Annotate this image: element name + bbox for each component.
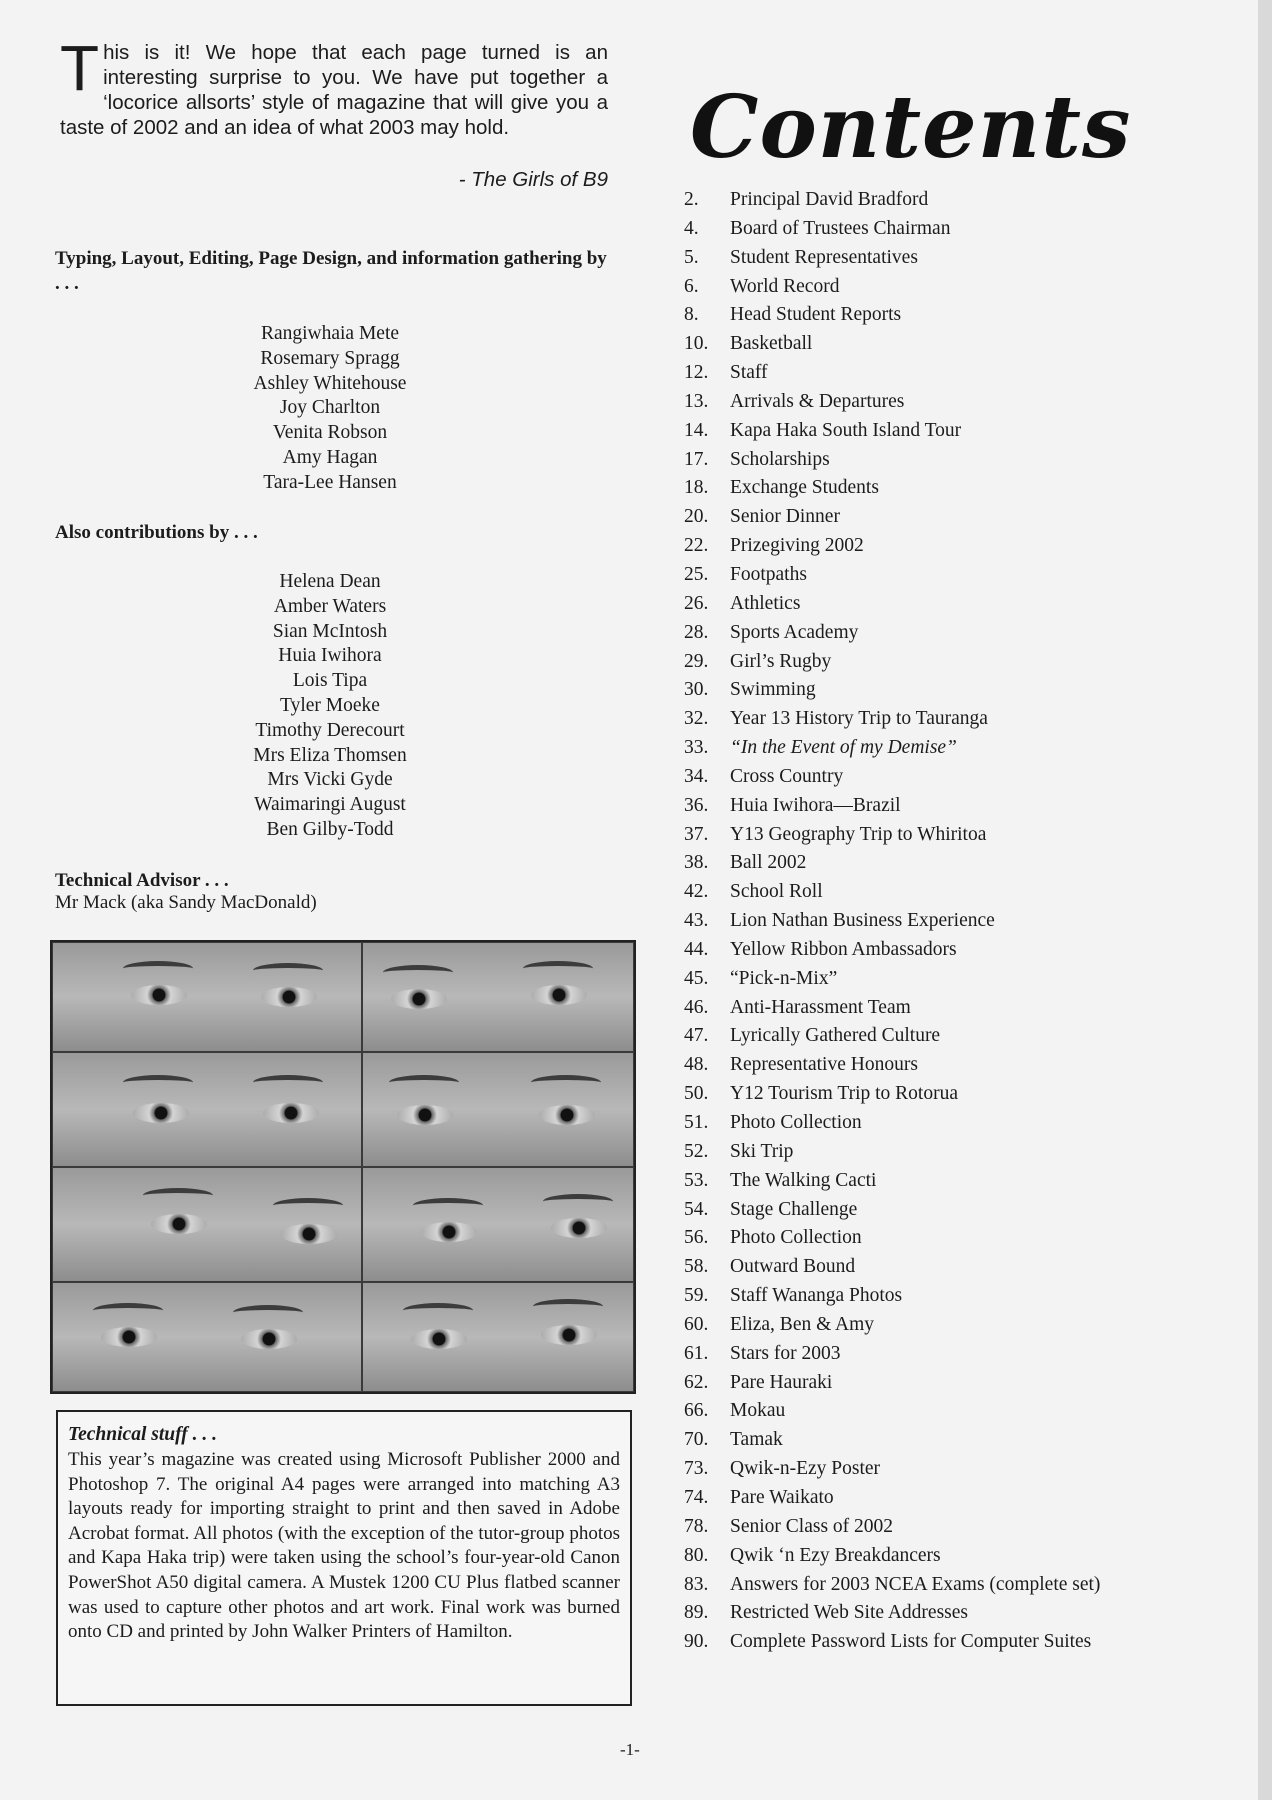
contents-entry (684, 417, 1244, 446)
contents-entry-title: The Walking Cacti (730, 1169, 877, 1191)
contents-entry-title: Answers for 2003 NCEA Exams (complete set) (730, 1573, 1101, 1595)
contributor-name: Lois Tipa (292, 670, 368, 692)
contents-page-number: 54. (684, 1198, 709, 1220)
contents-page-number: 48. (684, 1054, 709, 1076)
contents-entry (684, 994, 1244, 1023)
contents-entry-title: Yellow Ribbon Ambassadors (730, 938, 957, 960)
contents-page-number: 53. (684, 1169, 709, 1191)
contents-entry-title: Swimming (730, 679, 816, 701)
contents-entry-title: World Record (730, 275, 840, 297)
contents-page-number: 89. (684, 1602, 709, 1624)
contents-entry-title: Lyrically Gathered Culture (730, 1025, 941, 1047)
contents-page-number: 38. (684, 852, 709, 874)
page-number: -1- (620, 1740, 640, 1759)
technical-stuff-box (56, 1410, 632, 1706)
contents-entry (684, 1138, 1244, 1167)
contents-entry-title: Qwik-n-Ezy Poster (730, 1458, 881, 1480)
intro-text: his is it! We hope that each page turned is an interesting surprise to you. We have put together a ‘locorice allsorts’ style of magazine that will give you a taste of 2002 and an idea of what 2003 may hold. (60, 41, 608, 139)
contents-entry (684, 878, 1244, 907)
eyes-photo-collage (50, 940, 636, 1394)
technical-stuff-title: Technical stuff . . . (68, 1424, 217, 1445)
advisor-name: Mr Mack (aka Sandy MacDonald) (55, 892, 317, 913)
eyes-photo (52, 1282, 362, 1392)
contents-page-number: 8. (684, 304, 699, 326)
contents-entry (684, 1253, 1244, 1282)
eyes-photo (52, 1052, 362, 1167)
contents-entry (684, 301, 1244, 330)
contents-entry (684, 1167, 1244, 1196)
contents-page-number: 30. (684, 679, 709, 701)
eyes-photo (52, 942, 362, 1052)
contents-entry (684, 1542, 1244, 1571)
contents-page-number: 12. (684, 362, 709, 384)
contents-entry-title: Head Student Reports (730, 304, 902, 326)
contents-page-number: 34. (684, 765, 709, 787)
contents-page-number: 37. (684, 823, 709, 845)
contents-page-number: 46. (684, 996, 709, 1018)
contents-entry (684, 1369, 1244, 1398)
eyes-photo (362, 942, 634, 1052)
contents-page-number: 52. (684, 1140, 709, 1162)
contents-entry (684, 907, 1244, 936)
contents-entry-title: Exchange Students (730, 477, 879, 499)
contents-page-number: 32. (684, 708, 709, 730)
contents-entry (684, 619, 1244, 648)
contents-page-number: 90. (684, 1631, 709, 1653)
contents-entry (684, 215, 1244, 244)
credit-name: Rangiwhaia Mete (260, 323, 400, 344)
contents-page-number: 4. (684, 217, 699, 239)
credit-name: Amy Hagan (282, 446, 378, 468)
credits-heading: Typing, Layout, Editing, Page Design, and information gathering by . . . (55, 248, 607, 294)
contents-page-number: 51. (684, 1112, 709, 1133)
contents-entry-title: Year 13 History Trip to Tauranga (730, 708, 988, 730)
contents-entry-title: Photo Collection (730, 1112, 862, 1133)
contributions-name-list (180, 570, 480, 843)
advisor-heading: Technical Advisor . . . (55, 870, 229, 891)
contents-entry-title: Student Representatives (730, 246, 918, 268)
contents-list (684, 186, 1244, 1657)
contents-entry-title: Prizegiving 2002 (730, 535, 864, 557)
contents-entry (684, 763, 1244, 792)
contents-page-number: 2. (684, 189, 699, 210)
contents-page-number: 73. (684, 1458, 709, 1480)
contents-page-number: 59. (684, 1285, 709, 1307)
contents-entry (684, 590, 1244, 619)
contents-page-number: 6. (684, 275, 699, 297)
contents-entry-title: Ball 2002 (730, 852, 807, 874)
contents-page-number: 58. (684, 1256, 709, 1278)
contents-entry (684, 1397, 1244, 1426)
credits-name-list (180, 322, 480, 496)
contents-entry (684, 503, 1244, 532)
contributor-name: Helena Dean (279, 571, 381, 592)
contents-page-number: 80. (684, 1544, 709, 1566)
contents-page-number: 14. (684, 419, 709, 441)
contents-entry (684, 1571, 1244, 1600)
contents-entry-title: Eliza, Ben & Amy (730, 1313, 875, 1335)
contents-entry-title: Sports Academy (730, 621, 859, 643)
contents-entry-title: Senior Dinner (730, 506, 840, 528)
intro-paragraph (60, 32, 608, 140)
eyes-photo (362, 1052, 634, 1167)
contents-entry (684, 965, 1244, 994)
contents-entry (684, 1628, 1244, 1657)
contents-page-number: 33. (684, 737, 709, 759)
contents-page-number: 26. (684, 592, 709, 614)
contributor-name: Tyler Moeke (280, 694, 380, 716)
contents-entry (684, 446, 1244, 475)
eyes-photo (52, 1167, 362, 1282)
contents-page-number: 83. (684, 1573, 709, 1595)
contents-entry (684, 821, 1244, 850)
contents-entry-title: Y12 Tourism Trip to Rotorua (730, 1083, 958, 1105)
credit-name: Tara-Lee Hansen (263, 471, 397, 493)
contents-page-number: 45. (684, 967, 709, 989)
contents-entry (684, 1426, 1244, 1455)
contents-entry-title: Complete Password Lists for Computer Suites (730, 1631, 1092, 1653)
contents-entry-title: “In the Event of my Demise” (730, 737, 957, 759)
contents-entry (684, 186, 1244, 215)
contents-entry (684, 1484, 1244, 1513)
contents-entry-title: Senior Class of 2002 (730, 1515, 894, 1537)
eyes-photo (362, 1167, 634, 1282)
contents-entry-title: “Pick-n-Mix” (730, 967, 838, 989)
contents-page-number: 17. (684, 448, 709, 470)
contributor-name: Amber Waters (273, 595, 387, 617)
contents-entry (684, 1051, 1244, 1080)
contents-page-number: 60. (684, 1313, 709, 1335)
contents-entry-title: Board of Trustees Chairman (730, 217, 951, 239)
contents-page-number: 56. (684, 1227, 709, 1249)
contents-entry (684, 1080, 1244, 1109)
contents-page-number: 20. (684, 506, 709, 528)
contents-entry (684, 676, 1244, 705)
credit-name: Ashley Whitehouse (253, 372, 407, 394)
contents-entry-title: Principal David Bradford (730, 189, 929, 210)
contents-entry (684, 734, 1244, 763)
contributions-heading: Also contributions by . . . (55, 522, 258, 543)
contents-page-number: 5. (684, 246, 699, 268)
contents-entry (684, 936, 1244, 965)
eyes-photo (362, 1282, 634, 1392)
contents-entry-title: Huia Iwihora—Brazil (730, 794, 901, 816)
contents-entry-title: Stars for 2003 (730, 1342, 841, 1364)
contents-entry-title: Outward Bound (730, 1256, 856, 1278)
contents-page-number: 44. (684, 938, 709, 960)
contents-entry (684, 1022, 1244, 1051)
contents-entry-title: Lion Nathan Business Experience (730, 910, 995, 932)
contents-entry (684, 273, 1244, 302)
contents-page-number: 18. (684, 477, 709, 499)
contents-title: Contents (690, 77, 1132, 178)
contents-entry-title: Y13 Geography Trip to Whiritoa (730, 823, 987, 845)
contents-entry (684, 532, 1244, 561)
contents-entry (684, 1196, 1244, 1225)
contents-page-number: 70. (684, 1429, 709, 1451)
contents-page-number: 29. (684, 650, 709, 672)
contributor-name: Mrs Eliza Thomsen (253, 744, 407, 766)
contributor-name: Mrs Vicki Gyde (267, 769, 393, 791)
contents-entry-title: Ski Trip (730, 1140, 794, 1162)
contents-entry-title: Footpaths (730, 563, 807, 585)
contributor-name: Huia Iwihora (278, 645, 382, 667)
contents-page-number: 74. (684, 1486, 709, 1508)
contents-entry-title: Staff (730, 362, 768, 384)
contents-entry-title: Staff Wananga Photos (730, 1285, 903, 1307)
contents-entry-title: Basketball (730, 333, 813, 355)
contributor-name: Timothy Derecourt (255, 719, 405, 741)
contents-entry-title: Stage Challenge (730, 1198, 858, 1220)
contents-entry (684, 244, 1244, 273)
contents-page-number: 62. (684, 1371, 709, 1393)
contents-page-number: 22. (684, 535, 709, 557)
contents-entry (684, 330, 1244, 359)
credit-name: Rosemary Spragg (260, 347, 400, 369)
contents-entry (684, 648, 1244, 677)
contents-page-number: 13. (684, 390, 709, 412)
contributor-name: Sian McIntosh (272, 620, 388, 642)
contents-entry-title: Athletics (730, 592, 801, 614)
contents-entry (684, 1340, 1244, 1369)
contents-entry-title: Anti-Harassment Team (730, 996, 911, 1018)
contents-entry-title: Pare Hauraki (730, 1371, 833, 1393)
contents-page-number: 47. (684, 1025, 709, 1047)
contents-entry (684, 474, 1244, 503)
contents-entry-title: Kapa Haka South Island Tour (730, 419, 962, 441)
contents-entry (684, 1455, 1244, 1484)
contents-page-number: 50. (684, 1083, 709, 1105)
credit-name: Joy Charlton (279, 397, 381, 419)
contents-page-number: 36. (684, 794, 709, 816)
contents-entry (684, 1109, 1244, 1138)
contents-entry (684, 792, 1244, 821)
contents-page-number: 43. (684, 910, 709, 932)
contents-page-number: 10. (684, 333, 709, 355)
contents-entry (684, 849, 1244, 878)
contents-entry-title: Mokau (730, 1400, 786, 1422)
contents-entry-title: Qwik ‘n Ezy Breakdancers (730, 1544, 941, 1566)
intro-dropcap: T (60, 32, 100, 104)
technical-stuff-text: This year’s magazine was created using Microsoft Publisher 2000 and Photoshop 7. The original A4 pages were arranged into matching A3 layouts ready for importing straight to print and then saved in Adobe Acrobat format. All photos (with the exception of the tutor-group photos and Kapa Haka trip) were taken using the school’s four-year-old Canon PowerShot A50 digital camera. A Mustek 1200 CU Plus flatbed scanner was used to capture other photos and art work. Final work was burned onto CD and printed by John Walker Printers of Hamilton. (68, 1449, 620, 1643)
contents-entry (684, 1224, 1244, 1253)
contents-entry (684, 1599, 1244, 1628)
contents-page-number: 66. (684, 1400, 709, 1422)
contents-entry-title: School Roll (730, 881, 823, 903)
contents-page-number: 78. (684, 1515, 709, 1537)
contents-page-number: 25. (684, 563, 709, 585)
contents-entry (684, 561, 1244, 590)
contents-entry-title: Arrivals & Departures (730, 390, 905, 412)
contents-entry (684, 1513, 1244, 1542)
contents-entry-title: Photo Collection (730, 1227, 862, 1249)
intro-signature: - The Girls of B9 (458, 168, 608, 191)
contents-entry-title: Tamak (730, 1429, 783, 1451)
contents-page-number: 28. (684, 621, 709, 643)
contributor-name: Waimaringi August (254, 794, 406, 816)
credit-name: Venita Robson (272, 422, 388, 444)
contents-entry-title: Girl’s Rugby (730, 650, 832, 672)
contents-entry-title: Restricted Web Site Addresses (730, 1602, 968, 1624)
contents-entry (684, 388, 1244, 417)
contents-entry-title: Cross Country (730, 765, 844, 787)
contents-entry-title: Pare Waikato (730, 1486, 834, 1508)
contributor-name: Ben Gilby-Todd (266, 818, 394, 840)
contents-entry (684, 1282, 1244, 1311)
contents-page-number: 61. (684, 1342, 709, 1364)
contents-page-number: 42. (684, 881, 709, 903)
contents-entry (684, 359, 1244, 388)
contents-entry-title: Representative Honours (730, 1054, 918, 1076)
contents-entry (684, 705, 1244, 734)
contents-entry (684, 1311, 1244, 1340)
contents-entry-title: Scholarships (730, 448, 830, 470)
